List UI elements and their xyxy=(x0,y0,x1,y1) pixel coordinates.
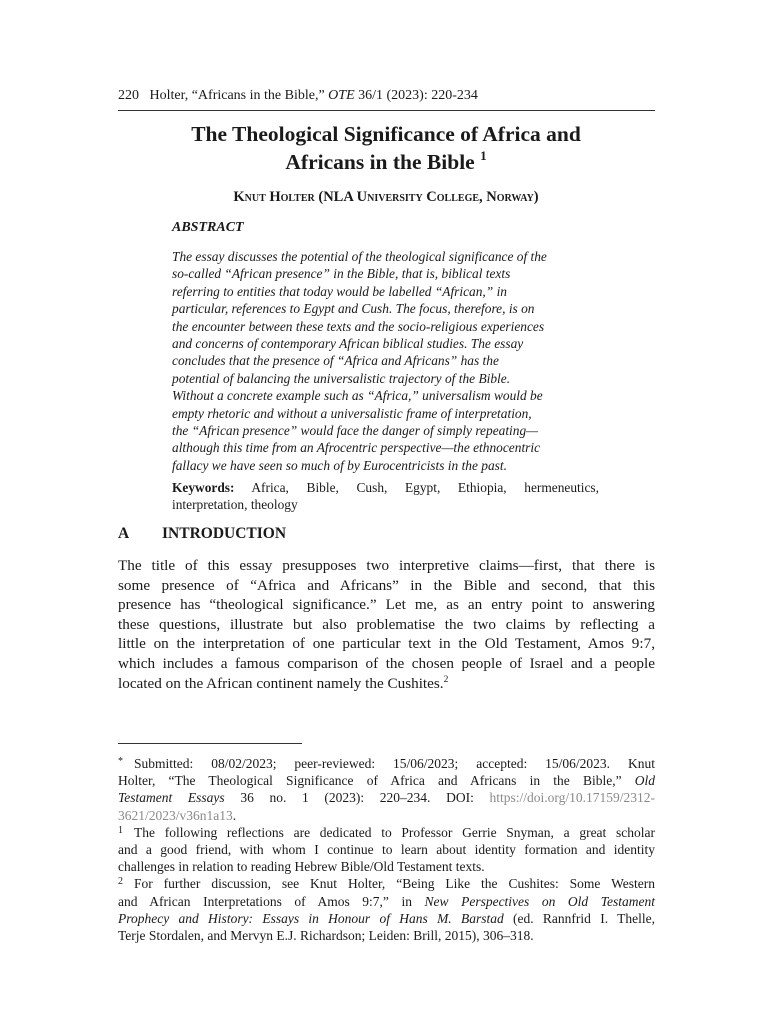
title-line-2-text: Africans in the Bible xyxy=(285,150,475,174)
abstract-line: fallacy we have seen so much of by Eurocentricists in the past. xyxy=(172,457,507,473)
footnote-star-text: Holter, “The Theological Significance of Africa and Africans in the Bible,” xyxy=(118,773,635,789)
body-line: The title of this essay presupposes two interpretive claims—first, that there is xyxy=(118,557,655,574)
footnote-2-line-4: Terje Stordalen, and Mervyn E.J. Richardson; Leiden: Brill, 2015), 306–318. xyxy=(118,928,534,944)
running-head-journal: OTE xyxy=(328,88,355,103)
running-head-author: Holter, “Africans in the Bible,” xyxy=(149,88,329,103)
doi-link[interactable]: https://doi.org/10.17159/2312- xyxy=(489,790,655,806)
abstract-text xyxy=(172,248,599,474)
abstract-line: Without a concrete example such as “Africa,” universalism would be xyxy=(172,388,543,404)
author-byline: Knut Holter (NLA University College, Norway) xyxy=(233,189,539,205)
footnote-star-journal: Testament Essays xyxy=(118,790,225,806)
body-line-last xyxy=(118,674,655,694)
title-line-2 xyxy=(118,148,654,176)
abstract-line: particular, references to Egypt and Cush. The focus, therefore, is on xyxy=(172,301,535,317)
footnote-2-line-2 xyxy=(118,893,655,910)
keywords xyxy=(172,479,599,514)
abstract-heading: ABSTRACT xyxy=(172,220,244,235)
footnote-star-text: 36 no. 1 (2023): 220–234. DOI: xyxy=(224,790,490,806)
keywords-line-2: interpretation, theology xyxy=(172,497,298,513)
title-line-1: The Theological Significance of Africa and xyxy=(191,122,581,146)
abstract-line: empty rhetoric and without a universalistic frame of interpretation, xyxy=(172,405,532,421)
header-rule xyxy=(118,110,655,111)
keywords-list-1: Africa, Bible, Cush, Egypt, Ethiopia, hermeneutics, xyxy=(234,480,599,495)
abstract-line: The essay discusses the potential of the theological significance of the xyxy=(172,249,547,264)
footnote-2-text: (ed. Rannfrid I. Thelle, xyxy=(503,910,655,926)
abstract-line: although this time from an Afrocentric perspective—the ethnocentric xyxy=(172,440,541,456)
footnote-star-line-3 xyxy=(118,789,655,806)
body-line: some presence of “Africa and Africans” in the Bible and second, that this xyxy=(118,576,655,594)
body-footnote-ref[interactable]: 2 xyxy=(443,674,449,685)
keywords-line-1 xyxy=(172,479,599,496)
section-letter: A xyxy=(118,525,130,542)
footnote-star-journal: Old xyxy=(634,773,655,789)
keywords-label: Keywords: xyxy=(172,480,235,495)
footnote-2-book-title: New Perspectives on Old Testament xyxy=(424,893,655,909)
abstract-line: concludes that the presence of “Africa and Africans” has the xyxy=(172,353,499,369)
body-line: these questions, illustrate but also problematise the two claims by reflecting a xyxy=(118,615,655,633)
article-title xyxy=(118,120,654,176)
body-line-last-text: located on the African continent namely the Cushites. xyxy=(118,674,444,692)
footnotes xyxy=(118,755,655,944)
abstract-line: so-called “African presence” in the Bible, that is, biblical texts xyxy=(172,266,511,282)
body-line: little on the interpretation of one particular text in the Old Testament, Amos 9:7, xyxy=(118,635,655,653)
page-number: 220 xyxy=(118,88,139,103)
running-head xyxy=(118,87,654,105)
footnote-2-line-3 xyxy=(118,910,655,927)
footnote-1-line-1: 1 The following reflections are dedicated to Professor Gerrie Snyman, a great scholar xyxy=(118,824,655,840)
footnote-star-text: . xyxy=(232,807,237,823)
body-line: presence has “theological significance.” Let me, as an entry point to answering xyxy=(118,596,655,614)
abstract-line: the “African presence” would face the danger of simply repeating— xyxy=(172,423,539,439)
footnote-1-line-3: challenges in relation to reading Hebrew Bible/Old Testament texts. xyxy=(118,859,485,875)
footnote-1-text: The following reflections are dedicated to Professor Gerrie Snyman, a great scholar xyxy=(134,824,655,840)
footnote-2-text: For further discussion, see Knut Holter, “Being Like the Cushites: Some Western xyxy=(134,876,655,892)
section-title: INTRODUCTION xyxy=(162,525,287,542)
footnote-star-text: Submitted: 08/02/2023; peer-reviewed: 15/06/2023; accepted: 15/06/2023. Knut xyxy=(134,756,655,771)
footnote-2-line-1: 2 For further discussion, see Knut Holter, “Being Like the Cushites: Some Western xyxy=(118,876,655,892)
abstract-line: referring to entities that today would be labelled “African,” in xyxy=(172,283,507,299)
footnote-2-book-title: Prophecy and History: Essays in Honour of Hans M. Barstad xyxy=(118,910,504,926)
footnote-rule xyxy=(118,743,302,744)
abstract-line: potential of balancing the universalistic trajectory of the Bible. xyxy=(172,370,511,386)
body-paragraph xyxy=(118,556,655,693)
doi-link-continued[interactable]: 3621/2023/v36n1a13 xyxy=(118,807,233,823)
footnote-star-line-2 xyxy=(118,772,655,789)
running-head-citation: 36/1 (2023): 220-234 xyxy=(354,88,478,103)
footnote-star-line-4 xyxy=(118,807,655,824)
footnote-2-text: and African Interpretations of Amos 9:7,” in xyxy=(118,893,425,909)
abstract-line: the encounter between these texts and the socio-religious experiences xyxy=(172,318,545,334)
abstract-line: and concerns of contemporary African biblical studies. The essay xyxy=(172,336,524,352)
footnote-star-line-1: * Submitted: 08/02/2023; peer-reviewed: 15/06/2023; accepted: 15/06/2023. Knut xyxy=(118,756,655,771)
footnote-1-line-2: and a good friend, with whom I continue to learn about identity formation and identity xyxy=(118,842,655,858)
title-footnote-ref[interactable]: 1 xyxy=(480,148,487,163)
body-line: which includes a famous comparison of the chosen people of Israel and a people xyxy=(118,654,655,672)
